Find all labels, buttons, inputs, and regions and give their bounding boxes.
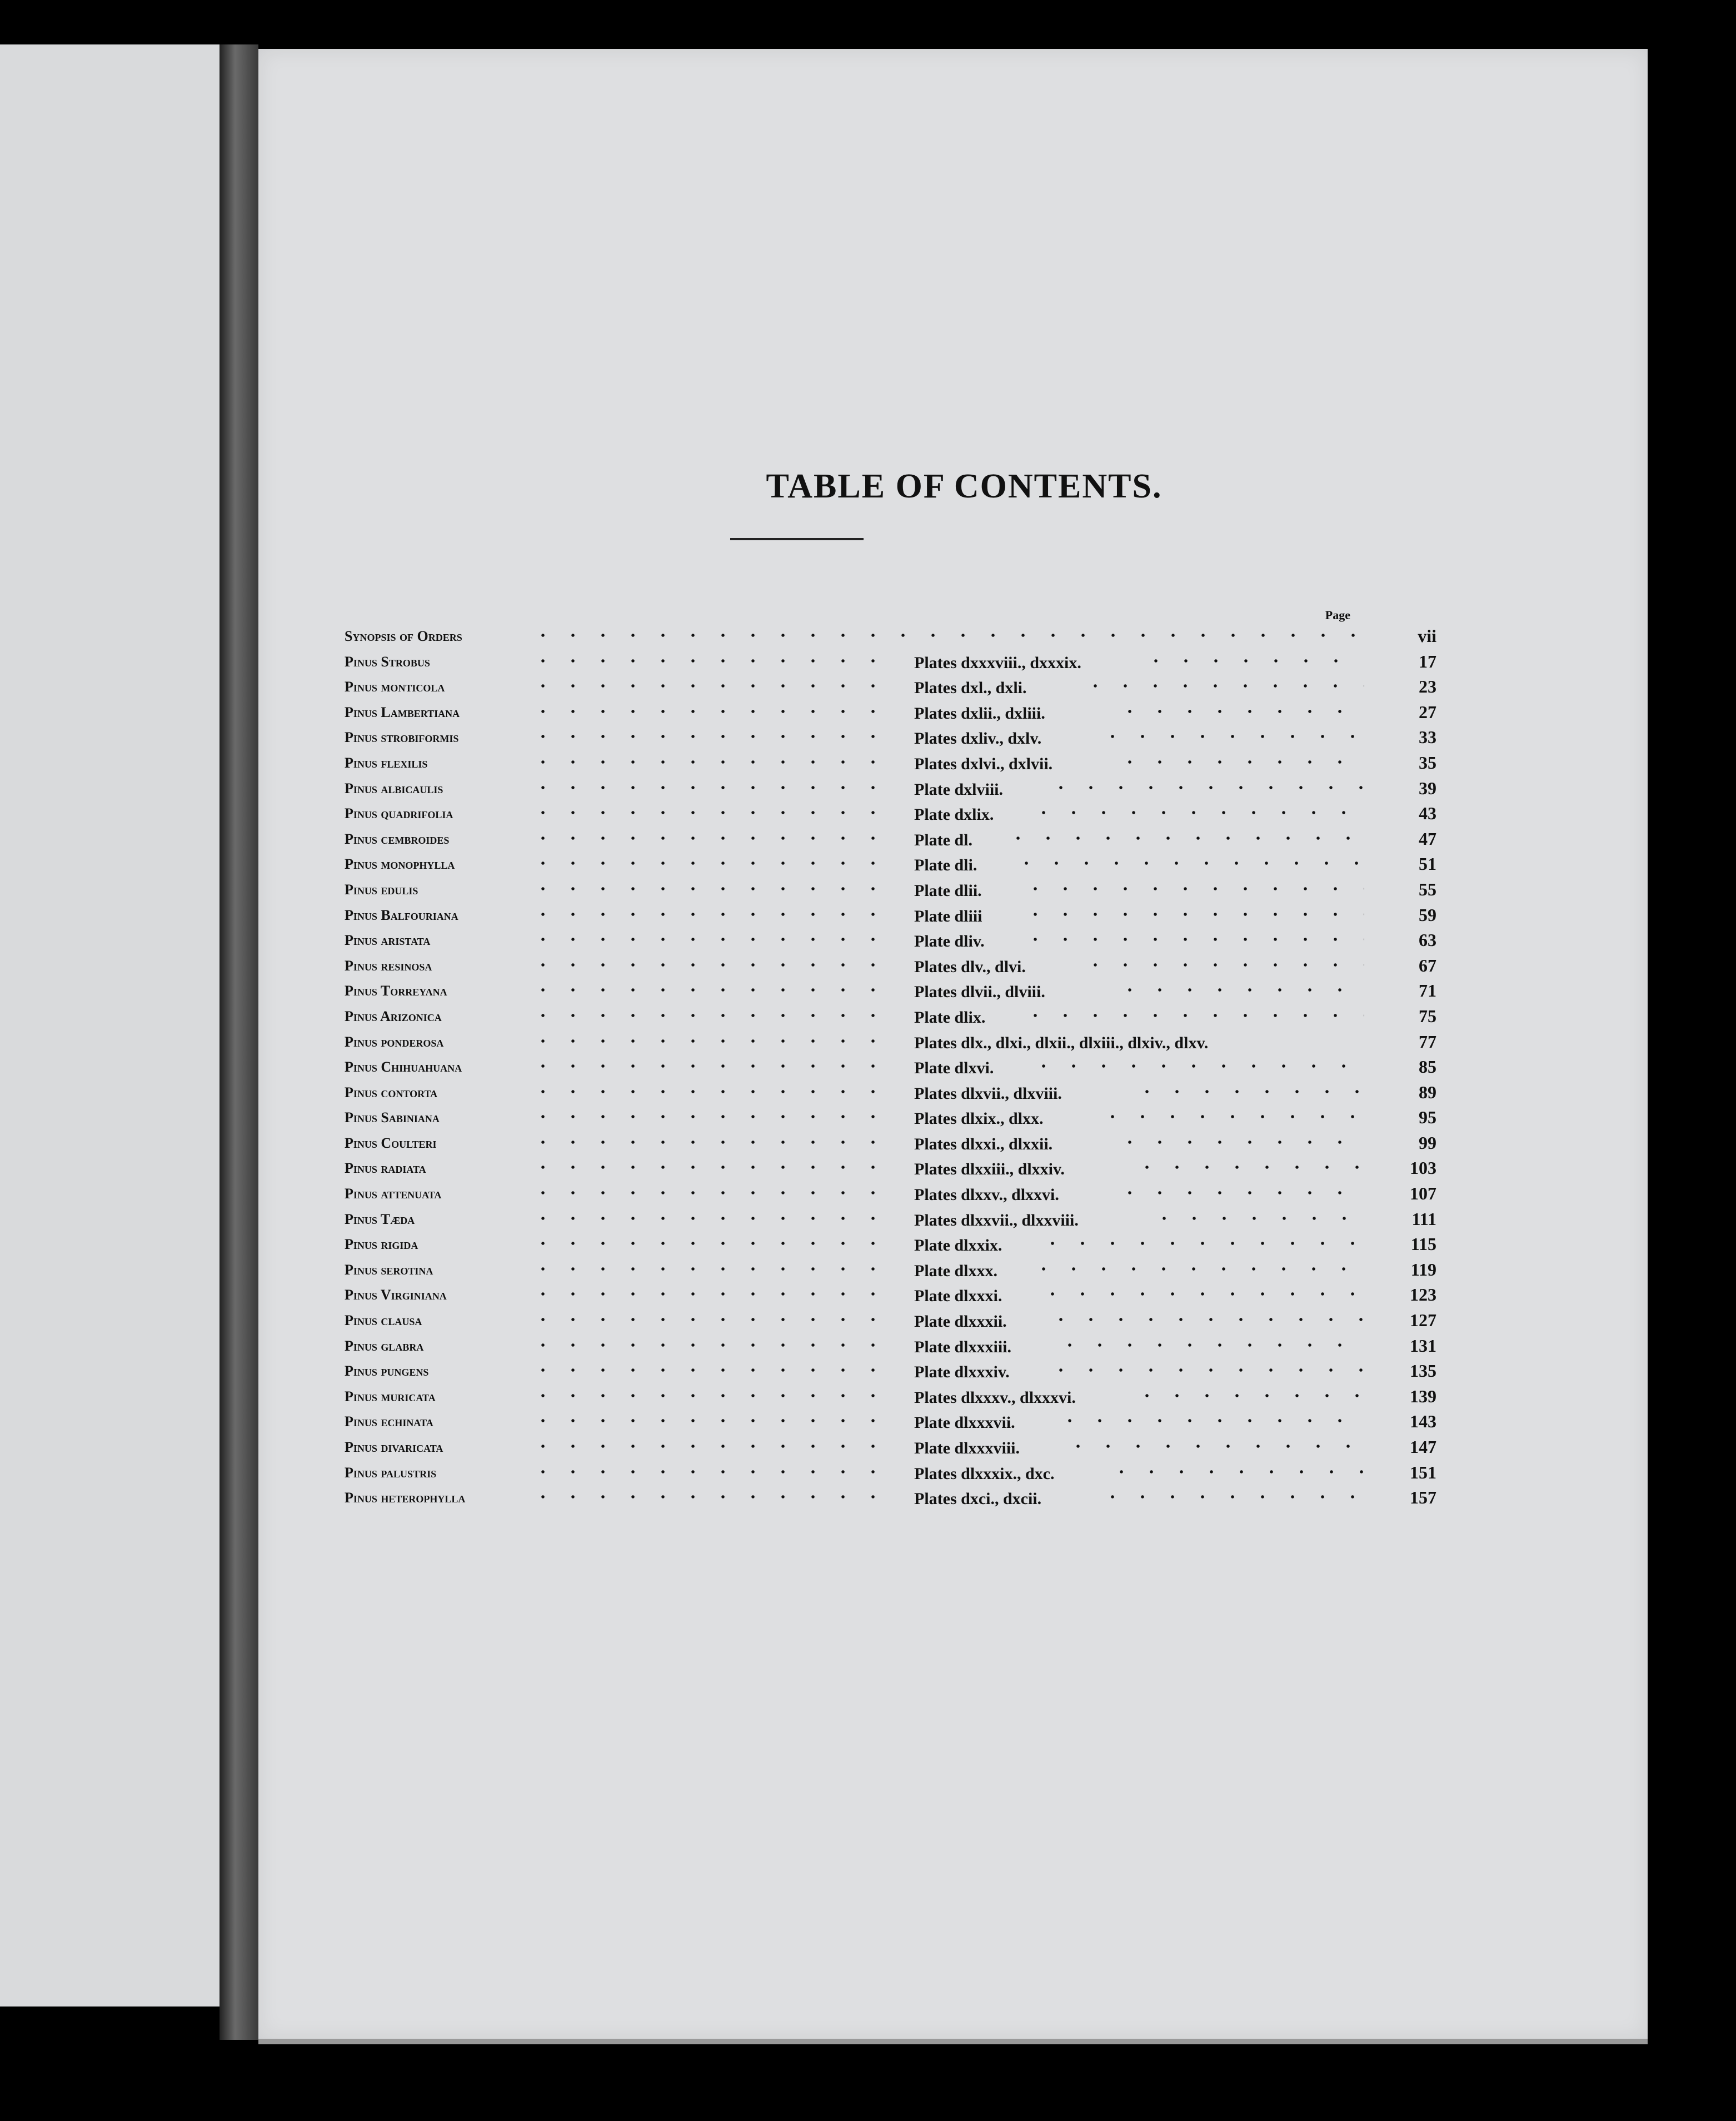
toc-entry-name: Pinus aristata <box>345 932 431 949</box>
toc-entry-plates: Plates dxliv., dxlv. <box>914 729 1042 748</box>
toc-entry-page: 85 <box>1419 1057 1436 1077</box>
toc-entry <box>345 1486 1436 1512</box>
leader-dots <box>528 1343 900 1347</box>
leader-dots <box>1132 1394 1364 1397</box>
leader-dots <box>528 1064 900 1068</box>
page-column-header: Page <box>1325 608 1350 622</box>
leader-dots <box>528 887 900 890</box>
toc-entry-plates: Plates dxxxviii., dxxxix. <box>914 653 1081 672</box>
leader-dots <box>1098 1495 1364 1498</box>
leader-dots <box>1020 1014 1364 1017</box>
leader-dots <box>528 938 900 941</box>
leader-dots <box>528 1495 900 1498</box>
toc-entry-page: 33 <box>1419 727 1436 748</box>
toc-entry-name: Pinus albicaulis <box>345 780 443 796</box>
toc-entry-page: 107 <box>1410 1183 1436 1204</box>
toc-entry-page: 23 <box>1419 676 1436 697</box>
leader-dots <box>1115 710 1364 713</box>
toc-entry-name: Pinus contorta <box>345 1084 438 1101</box>
leader-dots <box>528 1394 900 1397</box>
toc-entry-name: Pinus flexilis <box>345 754 428 771</box>
leader-dots <box>528 786 900 789</box>
leader-dots <box>528 1267 900 1271</box>
toc-entry-name: Pinus Torreyana <box>345 983 447 999</box>
leader-dots <box>528 760 900 764</box>
leader-dots <box>1098 1115 1364 1118</box>
toc-entry-plates: Plate dlxxxiii. <box>914 1337 1011 1356</box>
leader-dots <box>1037 1292 1364 1296</box>
toc-entry-plates: Plate dlxxxviii. <box>914 1439 1020 1457</box>
leader-dots <box>528 1445 900 1448</box>
leader-dots <box>528 1115 900 1118</box>
toc-entry-plates: Plate dlxxxiv. <box>914 1363 1010 1382</box>
toc-entry <box>345 1030 1436 1056</box>
leader-dots <box>1098 735 1364 738</box>
toc-entry <box>345 1410 1436 1436</box>
toc-entry-plates: Plates dlxxvii., dlxxviii. <box>914 1211 1079 1229</box>
leader-dots <box>528 659 900 663</box>
leader-dots <box>528 862 900 865</box>
toc-entry-page: 111 <box>1411 1208 1436 1229</box>
toc-entry-name: Pinus monophylla <box>345 856 455 873</box>
toc-entry <box>345 675 1436 701</box>
toc-entry <box>345 1335 1436 1360</box>
toc-entry-name: Pinus quadrifolia <box>345 805 453 822</box>
leader-dots <box>1020 887 1364 890</box>
leader-dots <box>528 1470 900 1473</box>
leader-dots <box>528 913 900 916</box>
leader-dots <box>528 1242 900 1245</box>
toc-entry <box>345 1055 1436 1081</box>
page-title: TABLE OF CONTENTS. <box>766 467 1163 505</box>
left-page <box>0 44 220 2007</box>
toc-entry-page: 127 <box>1410 1310 1436 1331</box>
toc-entry-name: Pinus cembroides <box>345 830 450 847</box>
toc-entry-page: 43 <box>1419 803 1436 824</box>
leader-dots <box>1080 963 1364 967</box>
leader-dots <box>1020 938 1364 941</box>
toc-entry-name: Pinus edulis <box>345 881 418 898</box>
toc-entry <box>345 1436 1436 1461</box>
leader-dots <box>528 1419 900 1422</box>
toc-entry-plates: Plate dlxvi. <box>914 1059 994 1078</box>
toc-entry-plates: Plate dlxxix. <box>914 1236 1002 1255</box>
leader-dots <box>1011 862 1364 865</box>
leader-dots <box>528 1014 900 1017</box>
toc-entry-page: 99 <box>1419 1132 1436 1153</box>
leader-dots <box>528 1090 900 1093</box>
toc-entry-plates: Plates dxl., dxli. <box>914 679 1027 698</box>
toc-entry-name: Pinus radiata <box>345 1160 426 1177</box>
title-rule <box>730 538 864 540</box>
toc-entry-page: 67 <box>1419 955 1436 975</box>
toc-entry <box>345 1461 1436 1487</box>
toc-entry <box>345 777 1436 803</box>
leader-dots <box>1055 1343 1364 1347</box>
toc-entry <box>345 1233 1436 1258</box>
toc-entry-name: Pinus clausa <box>345 1312 422 1329</box>
toc-entry-name: Pinus strobiformis <box>345 729 459 746</box>
toc-entry <box>345 954 1436 980</box>
toc-entry <box>345 802 1436 828</box>
toc-entry-page: 123 <box>1410 1284 1436 1305</box>
toc-entry-name: Pinus serotina <box>345 1261 433 1278</box>
toc-entry <box>345 726 1436 751</box>
toc-entry-page: 71 <box>1419 980 1436 1001</box>
toc-entry-plates: Plate dliv. <box>914 932 985 951</box>
toc-entry <box>345 1309 1436 1335</box>
leader-dots <box>528 988 900 992</box>
toc-entry-name: Pinus muricata <box>345 1388 436 1405</box>
toc-entry-plates: Plates dlxxiii., dlxxiv. <box>914 1160 1065 1179</box>
toc-entry-plates: Plate dli. <box>914 856 977 875</box>
toc-entry-plates: Plate dxlix. <box>914 805 994 824</box>
leader-dots <box>1055 1419 1364 1422</box>
leader-dots <box>1132 1166 1364 1169</box>
toc-entry-name: Pinus rigida <box>345 1236 418 1253</box>
toc-entry-plates: Plates dxci., dxcii. <box>914 1490 1042 1508</box>
toc-entry-page: 131 <box>1410 1335 1436 1356</box>
toc-entry-page: 143 <box>1410 1411 1436 1432</box>
toc-entry-plates: Plates dlvii., dlviii. <box>914 983 1045 1002</box>
toc-entry-plates: Plates dlxxxix., dxc. <box>914 1464 1055 1483</box>
leader-dots <box>528 684 900 688</box>
leader-dots <box>528 1166 900 1169</box>
leader-dots <box>1149 1217 1364 1220</box>
book-spine-shadow <box>220 44 258 2040</box>
toc-entry-name: Pinus heterophylla <box>345 1490 466 1506</box>
toc-entry <box>345 904 1436 929</box>
toc-entry-name: Pinus monticola <box>345 679 445 695</box>
toc-entry-page: 55 <box>1419 879 1436 899</box>
toc-entry-page: 135 <box>1410 1361 1436 1381</box>
toc-entry-page: 115 <box>1410 1234 1436 1254</box>
toc-entry-page: 39 <box>1419 778 1436 798</box>
leader-dots <box>528 1141 900 1144</box>
toc-entry-plates: Plate dl. <box>914 830 972 849</box>
toc-entry-page: 59 <box>1419 904 1436 925</box>
leader-dots <box>1029 1267 1364 1271</box>
toc-entry <box>345 1258 1436 1284</box>
toc-entry <box>345 1157 1436 1182</box>
toc-entry-name: Pinus pungens <box>345 1363 429 1380</box>
toc-entry <box>345 1106 1436 1132</box>
toc-entry-plates: Plates dlxvii., dlxviii. <box>914 1084 1062 1103</box>
toc-entry-name: Pinus Balfouriana <box>345 907 458 923</box>
toc-entry-plates: Plate dlxxxvii. <box>914 1413 1015 1432</box>
toc-entry <box>345 853 1436 878</box>
toc-entry-page: 157 <box>1410 1487 1436 1508</box>
toc-entry-page: 151 <box>1410 1462 1436 1482</box>
toc-entry-plates: Plates dlx., dlxi., dlxii., dlxiii., dlxiv., dlxv. <box>914 1033 1209 1052</box>
toc-entry-plates: Plate dlxxxii. <box>914 1312 1007 1331</box>
toc-entry <box>345 650 1436 676</box>
toc-entry-plates: Plates dxlii., dxliii. <box>914 704 1045 723</box>
leader-dots <box>1115 1191 1364 1194</box>
leader-dots <box>1080 684 1364 688</box>
toc-entry-plates: Plate dlxxx. <box>914 1261 997 1280</box>
toc-entry-page: vii <box>1418 626 1436 646</box>
toc-entry-page: 47 <box>1419 828 1436 849</box>
toc-entry <box>345 751 1436 777</box>
leader-dots <box>1063 1445 1364 1448</box>
leader-dots <box>1132 1090 1364 1093</box>
toc-entry-name: Pinus divaricata <box>345 1439 443 1455</box>
toc-entry <box>345 701 1436 726</box>
toc-entry <box>345 878 1436 904</box>
toc-entry-name: Pinus Strobus <box>345 653 430 670</box>
toc-entry-page: 35 <box>1419 752 1436 773</box>
leader-dots <box>1029 811 1364 814</box>
toc-entry-plates: Plate dxlviii. <box>914 780 1003 799</box>
leader-dots <box>528 710 900 713</box>
toc-entry-plates: Plates dlxxxv., dlxxxvi. <box>914 1388 1076 1407</box>
toc-entry-plates: Plate dlii. <box>914 881 982 900</box>
toc-entry-page: 51 <box>1419 854 1436 874</box>
toc-entry <box>345 1385 1436 1411</box>
leader-dots <box>528 811 900 814</box>
leader-dots <box>1029 1064 1364 1068</box>
page-bottom-edge <box>258 2039 1648 2044</box>
toc-entry-page: 77 <box>1419 1031 1436 1052</box>
toc-entry-plates: Plate dliii <box>914 907 982 925</box>
toc-entry-name: Synopsis of Orders <box>345 628 462 644</box>
leader-dots <box>1115 760 1364 764</box>
toc-entry <box>345 828 1436 853</box>
toc-entry-name: Pinus palustris <box>345 1464 437 1481</box>
toc-entry-name: Pinus Lambertiana <box>345 704 460 720</box>
leader-dots <box>528 1292 900 1296</box>
document-page <box>258 49 1648 2039</box>
leader-dots <box>1141 659 1364 663</box>
toc-entry-name: Pinus ponderosa <box>345 1033 444 1050</box>
leader-dots <box>1046 786 1364 789</box>
leader-dots <box>528 1217 900 1220</box>
leader-dots <box>528 1191 900 1194</box>
toc-entry <box>345 1182 1436 1208</box>
leader-dots <box>1020 913 1364 916</box>
leader-dots <box>528 963 900 967</box>
toc-entry-name: Pinus attenuata <box>345 1186 442 1202</box>
toc-entry-name: Pinus Arizonica <box>345 1008 442 1024</box>
toc-entry-name: Pinus Coulteri <box>345 1134 437 1151</box>
leader-dots <box>1106 1470 1364 1473</box>
toc-entry-plates: Plates dlxxv., dlxxvi. <box>914 1186 1059 1204</box>
toc-entry-page: 27 <box>1419 701 1436 722</box>
toc-entry-name: Pinus echinata <box>345 1413 433 1430</box>
toc-entry-page: 63 <box>1419 930 1436 950</box>
leader-dots <box>528 1368 900 1372</box>
toc-entry <box>345 1132 1436 1157</box>
toc-entry-page: 139 <box>1410 1386 1436 1406</box>
leader-dots <box>528 1039 900 1043</box>
toc-entry <box>345 979 1436 1005</box>
leader-dots <box>528 1318 900 1321</box>
toc-entry-page: 147 <box>1410 1437 1436 1457</box>
table-of-contents <box>345 625 1436 1512</box>
leader-dots <box>1037 1242 1364 1245</box>
toc-entry-page: 103 <box>1410 1158 1436 1178</box>
leader-dots <box>528 837 900 840</box>
toc-entry-page: 95 <box>1419 1107 1436 1128</box>
toc-entry <box>345 1081 1436 1107</box>
toc-entry-name: Pinus Chihuahuana <box>345 1059 462 1076</box>
toc-entry-page: 75 <box>1419 1005 1436 1026</box>
toc-entry-plates: Plate dlix. <box>914 1008 986 1027</box>
toc-entry-plates: Plates dxlvi., dxlvii. <box>914 754 1053 773</box>
toc-entry <box>345 929 1436 954</box>
toc-entry-name: Pinus Sabiniana <box>345 1109 440 1126</box>
leader-dots <box>1046 1368 1364 1372</box>
toc-entry-page: 89 <box>1419 1082 1436 1102</box>
leader-dots <box>1115 988 1364 992</box>
leader-dots <box>1046 1318 1364 1321</box>
toc-entry <box>345 1208 1436 1233</box>
toc-entry-plates: Plates dlv., dlvi. <box>914 957 1026 976</box>
toc-entry-name: Pinus Virginiana <box>345 1287 447 1303</box>
leader-dots <box>528 735 900 738</box>
toc-entry-name: Pinus resinosa <box>345 957 432 974</box>
toc-entry <box>345 1005 1436 1030</box>
leader-dots <box>1356 1039 1364 1043</box>
toc-entry-plates: Plates dlxxi., dlxxii. <box>914 1134 1053 1153</box>
toc-entry <box>345 625 1436 650</box>
toc-entry-page: 17 <box>1419 651 1436 671</box>
toc-entry-plates: Plates dlxix., dlxx. <box>914 1109 1044 1128</box>
toc-entry-name: Pinus Tæda <box>345 1211 415 1227</box>
toc-entry-plates: Plate dlxxxi. <box>914 1287 1002 1306</box>
toc-entry <box>345 1283 1436 1309</box>
leader-dots <box>1003 837 1364 840</box>
leader-dots <box>1115 1141 1364 1144</box>
toc-entry <box>345 1360 1436 1385</box>
leader-dots <box>528 634 1361 637</box>
toc-entry-page: 119 <box>1410 1259 1436 1279</box>
toc-entry-name: Pinus glabra <box>345 1337 424 1354</box>
